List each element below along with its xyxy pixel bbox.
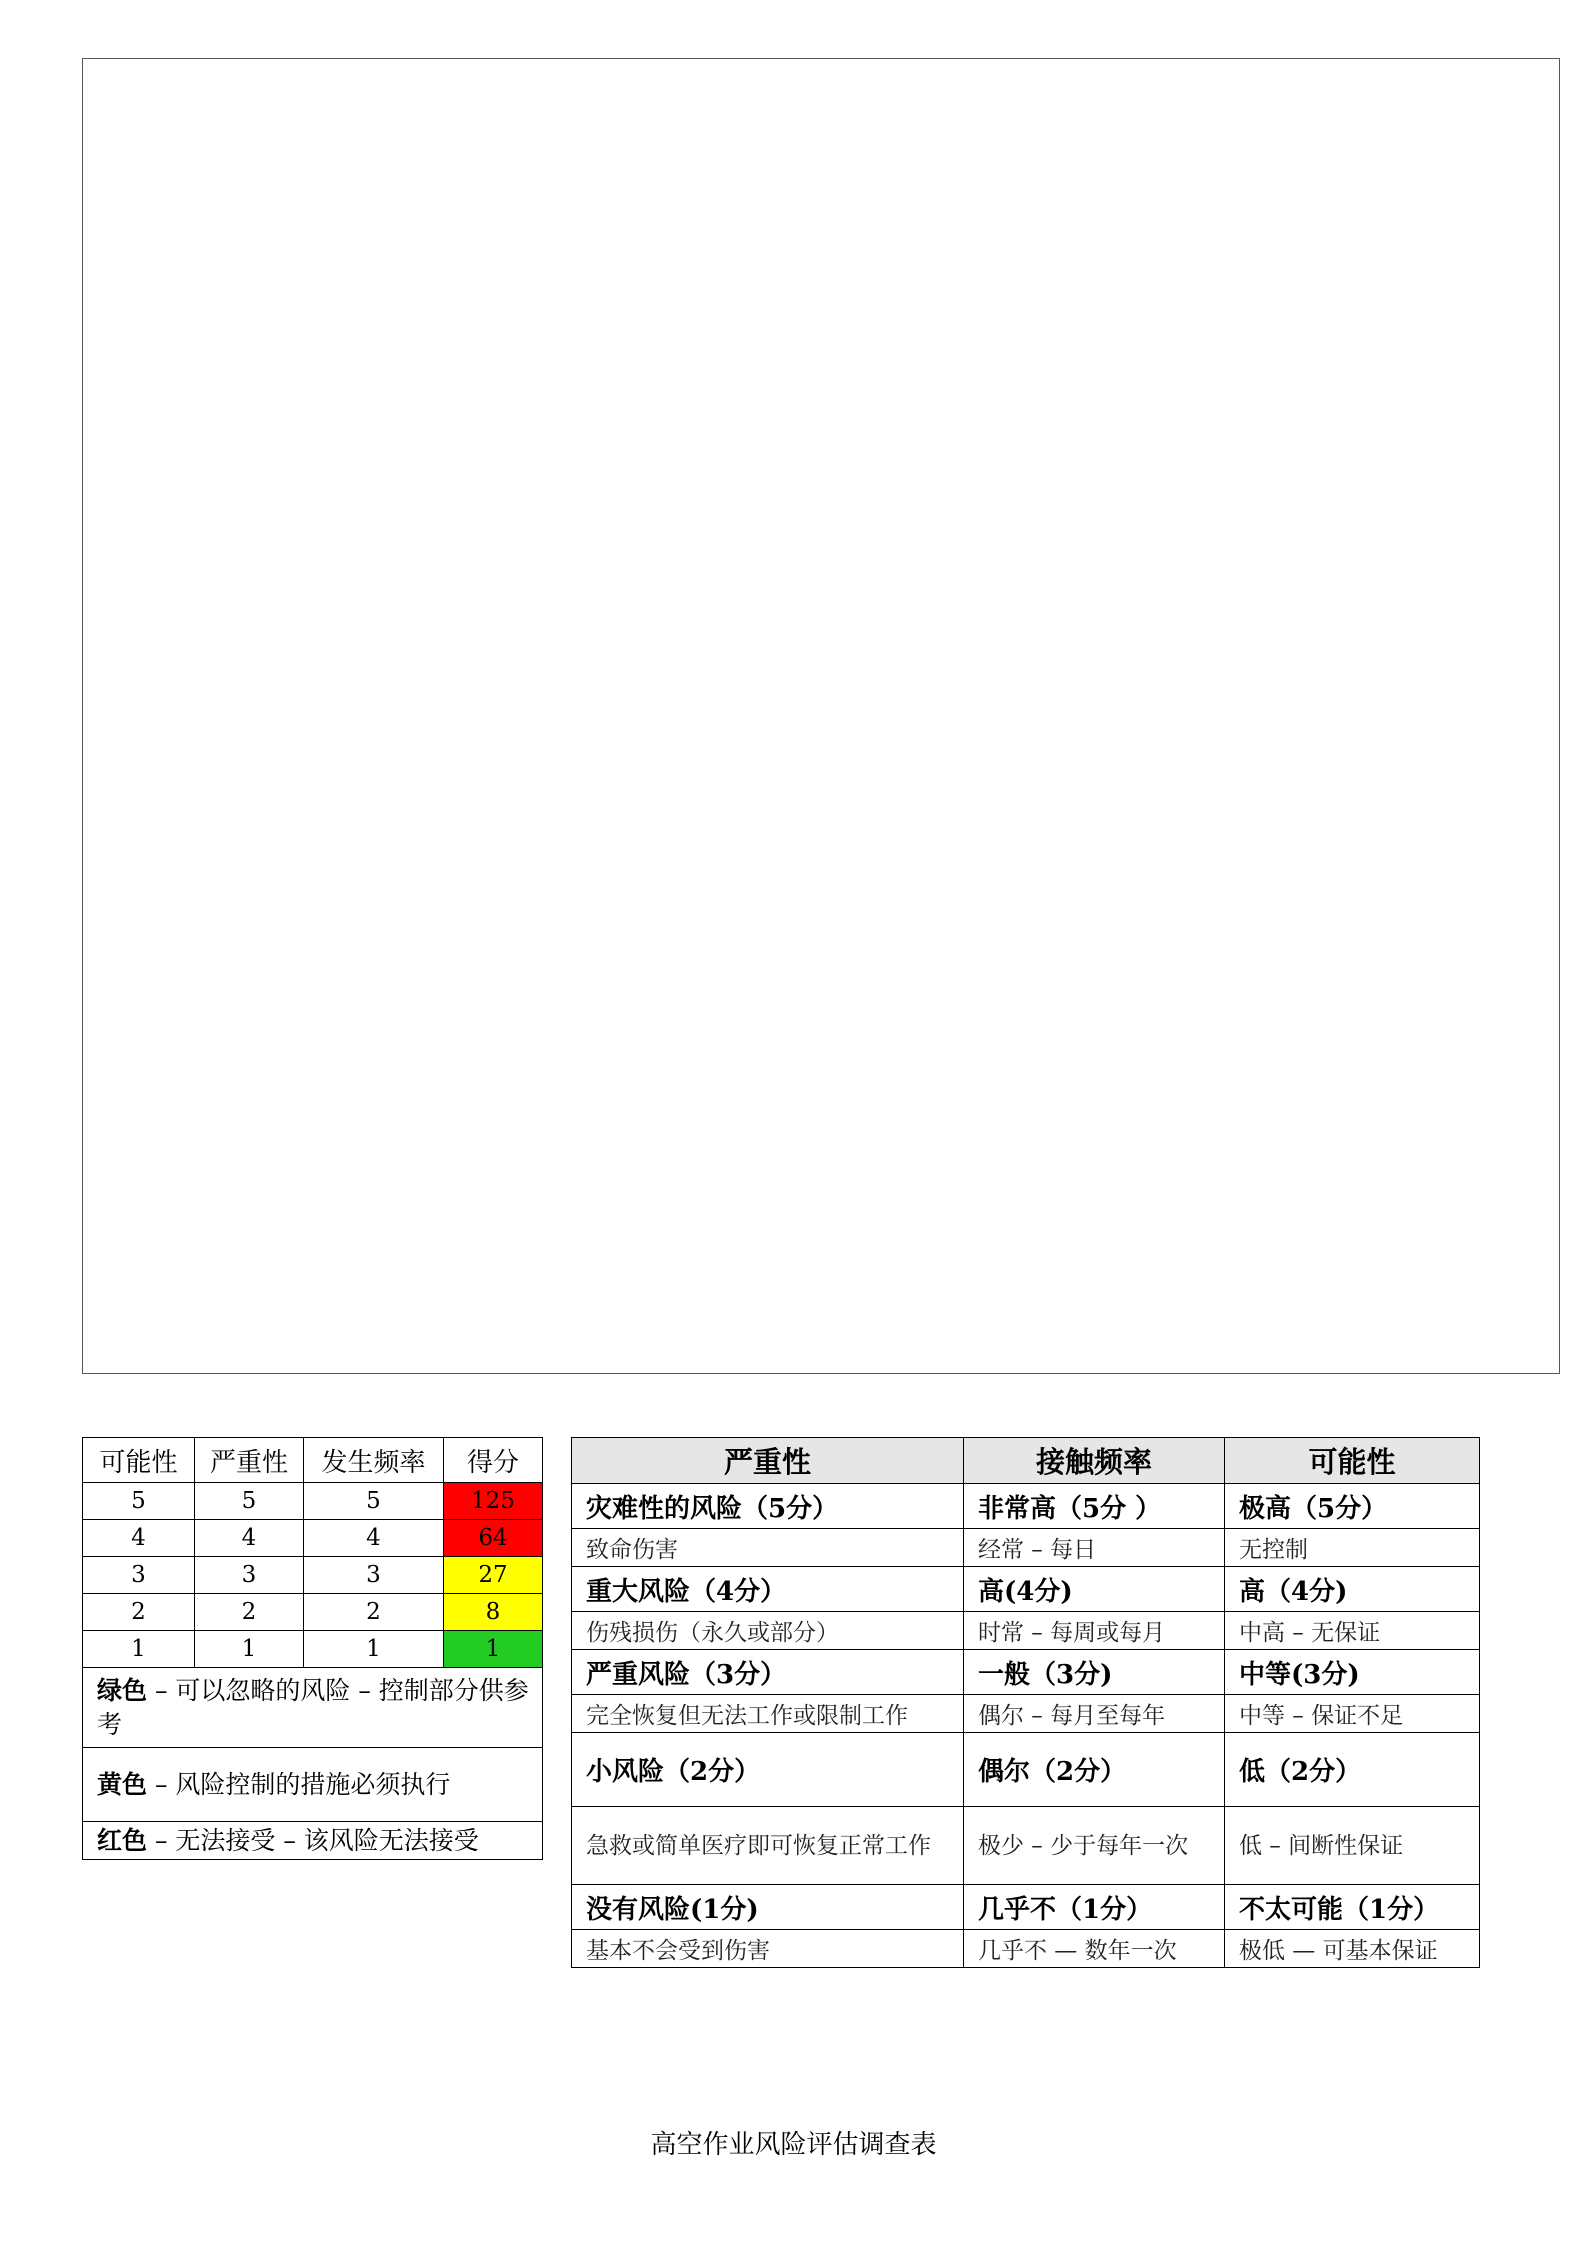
legend-green-text: – 可以忽略的风险 – 控制部分供参考	[97, 1675, 529, 1739]
likelihood-desc: 中高 – 无保证	[1225, 1612, 1480, 1650]
exposure-level: 高(4分)	[964, 1567, 1225, 1612]
severity-desc: 伤残损伤（永久或部分）	[572, 1612, 964, 1650]
legend-row-green	[83, 1668, 543, 1748]
criteria-table	[571, 1437, 1480, 1968]
exposure-level: 非常高（5分 ）	[964, 1484, 1225, 1529]
exposure-desc: 时常 – 每周或每月	[964, 1612, 1225, 1650]
likelihood-level: 极高（5分）	[1225, 1484, 1480, 1529]
score-row	[83, 1483, 543, 1520]
score-table	[82, 1437, 543, 1860]
score-table-header-row	[83, 1438, 543, 1483]
score-row-frequency: 1	[304, 1631, 444, 1668]
criteria-header-row	[572, 1438, 1480, 1484]
severity-desc: 完全恢复但无法工作或限制工作	[572, 1695, 964, 1733]
legend-red-text: – 无法接受 – 该风险无法接受	[147, 1825, 479, 1855]
legend-yellow-label: 黄色	[97, 1769, 148, 1799]
severity-level: 没有风险(1分)	[572, 1885, 964, 1930]
header-likelihood: 可能性	[83, 1438, 195, 1483]
severity-level: 灾难性的风险（5分）	[572, 1484, 964, 1529]
score-row-frequency: 4	[304, 1520, 444, 1557]
legend-green-label: 绿色	[97, 1675, 148, 1705]
legend-red-label: 红色	[97, 1825, 148, 1855]
score-cell-red: 125	[444, 1483, 543, 1520]
criteria-desc-row	[572, 1930, 1480, 1968]
exposure-desc: 偶尔 – 每月至每年	[964, 1695, 1225, 1733]
criteria-desc-row	[572, 1695, 1480, 1733]
score-row-severity: 1	[195, 1631, 304, 1668]
score-cell-yellow: 8	[444, 1594, 543, 1631]
criteria-desc-row	[572, 1612, 1480, 1650]
content-frame	[82, 58, 1560, 1374]
score-row	[83, 1557, 543, 1594]
header-severity: 严重性	[195, 1438, 304, 1483]
legend-row-yellow	[83, 1748, 543, 1822]
severity-desc: 急救或简单医疗即可恢复正常工作	[572, 1807, 964, 1885]
score-row-severity: 4	[195, 1520, 304, 1557]
legend-yellow	[83, 1748, 543, 1822]
score-row	[83, 1520, 543, 1557]
exposure-level: 一般（3分)	[964, 1650, 1225, 1695]
legend-row-red	[83, 1822, 543, 1860]
score-row-likelihood: 4	[83, 1520, 195, 1557]
exposure-desc: 经常 – 每日	[964, 1529, 1225, 1567]
severity-desc: 致命伤害	[572, 1529, 964, 1567]
exposure-desc: 极少 – 少于每年一次	[964, 1807, 1225, 1885]
score-cell-green: 1	[444, 1631, 543, 1668]
score-row	[83, 1594, 543, 1631]
score-row-severity: 5	[195, 1483, 304, 1520]
likelihood-desc: 低 – 间断性保证	[1225, 1807, 1480, 1885]
score-row-frequency: 5	[304, 1483, 444, 1520]
criteria-header-exposure: 接触频率	[964, 1438, 1225, 1484]
severity-desc: 基本不会受到伤害	[572, 1930, 964, 1968]
likelihood-desc: 无控制	[1225, 1529, 1480, 1567]
criteria-desc-row	[572, 1529, 1480, 1567]
exposure-level: 几乎不（1分）	[964, 1885, 1225, 1930]
likelihood-level: 不太可能（1分）	[1225, 1885, 1480, 1930]
legend-yellow-text: – 风险控制的措施必须执行	[147, 1769, 451, 1799]
score-row-frequency: 3	[304, 1557, 444, 1594]
score-cell-yellow: 27	[444, 1557, 543, 1594]
criteria-level-row	[572, 1567, 1480, 1612]
legend-green	[83, 1668, 543, 1748]
criteria-header-severity: 严重性	[572, 1438, 964, 1484]
score-row	[83, 1631, 543, 1668]
criteria-desc-row	[572, 1807, 1480, 1885]
likelihood-level: 低（2分）	[1225, 1733, 1480, 1807]
header-frequency: 发生频率	[304, 1438, 444, 1483]
score-row-severity: 3	[195, 1557, 304, 1594]
likelihood-desc: 中等 – 保证不足	[1225, 1695, 1480, 1733]
exposure-level: 偶尔（2分）	[964, 1733, 1225, 1807]
severity-level: 小风险（2分）	[572, 1733, 964, 1807]
likelihood-level: 中等(3分)	[1225, 1650, 1480, 1695]
score-row-frequency: 2	[304, 1594, 444, 1631]
score-row-likelihood: 3	[83, 1557, 195, 1594]
header-score: 得分	[444, 1438, 543, 1483]
severity-level: 严重风险（3分）	[572, 1650, 964, 1695]
exposure-desc: 几乎不 — 数年一次	[964, 1930, 1225, 1968]
criteria-level-row	[572, 1733, 1480, 1807]
criteria-level-row	[572, 1885, 1480, 1930]
legend-red	[83, 1822, 543, 1860]
likelihood-level: 高（4分)	[1225, 1567, 1480, 1612]
score-row-likelihood: 5	[83, 1483, 195, 1520]
page-footer-title: 高空作业风险评估调查表	[650, 2130, 937, 2160]
criteria-level-row	[572, 1484, 1480, 1529]
severity-level: 重大风险（4分）	[572, 1567, 964, 1612]
score-cell-red: 64	[444, 1520, 543, 1557]
likelihood-desc: 极低 — 可基本保证	[1225, 1930, 1480, 1968]
criteria-level-row	[572, 1650, 1480, 1695]
score-row-severity: 2	[195, 1594, 304, 1631]
score-row-likelihood: 1	[83, 1631, 195, 1668]
criteria-header-likelihood: 可能性	[1225, 1438, 1480, 1484]
score-row-likelihood: 2	[83, 1594, 195, 1631]
